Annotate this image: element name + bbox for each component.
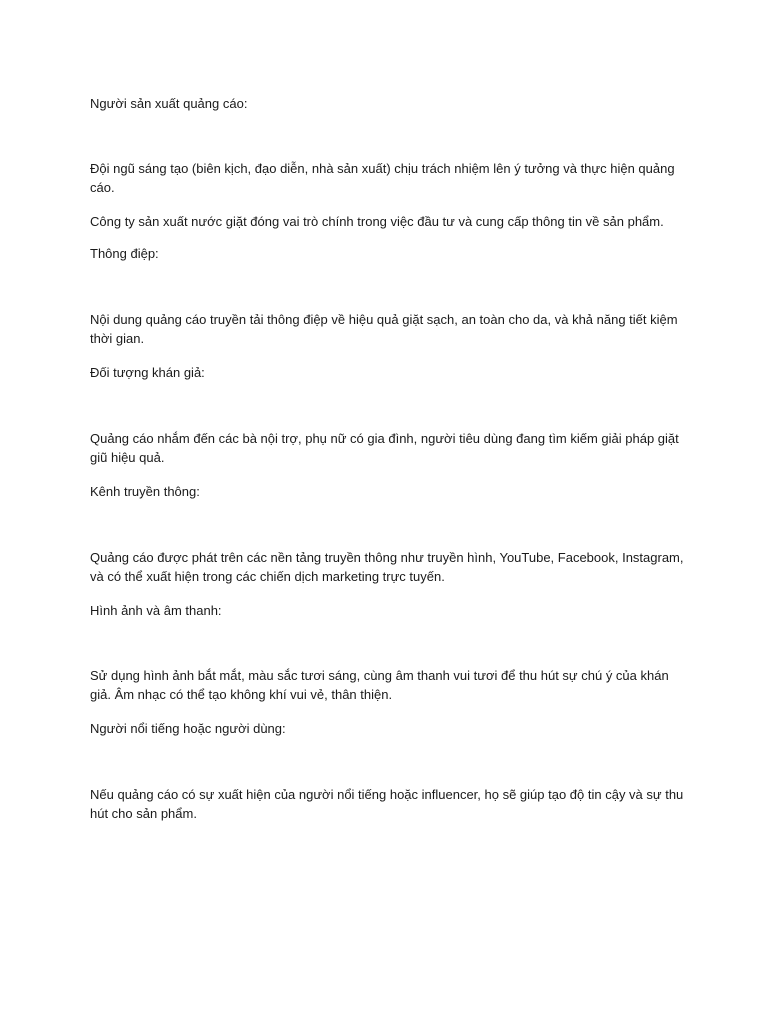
- heading-message: Thông điệp:: [90, 246, 159, 261]
- heading-producer: Người sản xuất quảng cáo:: [90, 96, 248, 111]
- heading-channels: Kênh truyền thông:: [90, 484, 200, 499]
- heading-audience: Đối tượng khán giả:: [90, 365, 205, 380]
- paragraph-company-role: Công ty sản xuất nước giặt đóng vai trò chính trong việc đầu tư và cung cấp thông tin về sản phẩm.: [90, 214, 664, 229]
- heading-visuals-audio: Hình ảnh và âm thanh:: [90, 603, 222, 618]
- heading-celebrity: Người nổi tiếng hoặc người dùng:: [90, 721, 286, 736]
- paragraph-celebrity: Nếu quảng cáo có sự xuất hiện của người nổi tiếng hoặc influencer, họ sẽ giúp tạo độ tin cậy và sự thu hút cho sản phẩm.: [90, 787, 684, 821]
- paragraph-channels: Quảng cáo được phát trên các nền tảng truyền thông như truyền hình, YouTube, Facebook, Instagram, và có thể xuất hiện trong các chiến dịch marketing trực tuyến.: [90, 550, 684, 584]
- paragraph-visuals-audio: Sử dụng hình ảnh bắt mắt, màu sắc tươi sáng, cùng âm thanh vui tươi để thu hút sự chú ý của khán giả. Âm nhạc có thể tạo không khí vui vẻ, thân thiện.: [90, 668, 669, 702]
- paragraph-creative-team: Đội ngũ sáng tạo (biên kịch, đạo diễn, nhà sản xuất) chịu trách nhiệm lên ý tưởng và thực hiện quảng cáo.: [90, 161, 675, 195]
- paragraph-audience: Quảng cáo nhắm đến các bà nội trợ, phụ nữ có gia đình, người tiêu dùng đang tìm kiếm giải pháp giặt giũ hiệu quả.: [90, 431, 679, 465]
- paragraph-message: Nội dung quảng cáo truyền tải thông điệp về hiệu quả giặt sạch, an toàn cho da, và khả năng tiết kiệm thời gian.: [90, 312, 678, 346]
